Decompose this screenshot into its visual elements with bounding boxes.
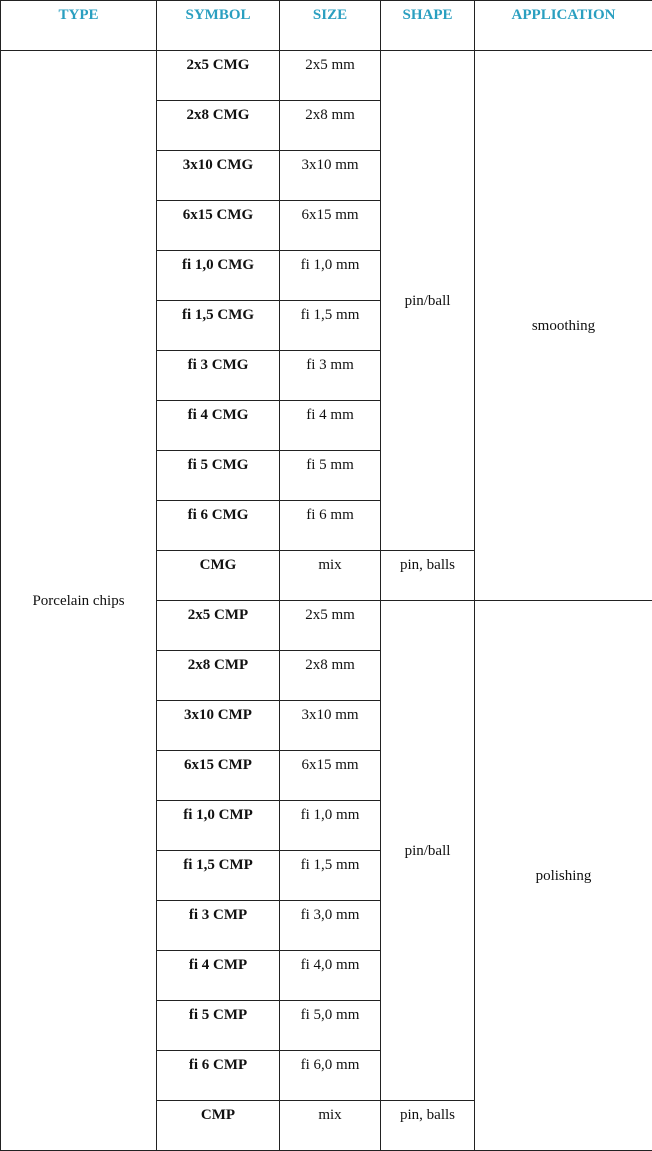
- symbol-cell: fi 3 CMG: [157, 351, 280, 401]
- size-cell: fi 5,0 mm: [280, 1001, 381, 1051]
- shape-mix-cell: pin, balls: [381, 551, 475, 601]
- symbol-cell: fi 6 CMP: [157, 1051, 280, 1101]
- size-cell: 3x10 mm: [280, 701, 381, 751]
- size-cell: fi 6,0 mm: [280, 1051, 381, 1101]
- symbol-cell: CMP: [157, 1101, 280, 1151]
- header-row: [1, 1, 652, 51]
- symbol-cell: 2x8 CMG: [157, 101, 280, 151]
- application-cell: polishing: [475, 601, 652, 1151]
- shape-cell: pin/ball: [381, 51, 475, 551]
- symbol-cell: fi 3 CMP: [157, 901, 280, 951]
- header-type: TYPE: [1, 1, 157, 51]
- symbol-cell: 6x15 CMP: [157, 751, 280, 801]
- size-cell: fi 1,0 mm: [280, 801, 381, 851]
- symbol-cell: 3x10 CMG: [157, 151, 280, 201]
- size-cell: fi 3 mm: [280, 351, 381, 401]
- table-body: [1, 51, 652, 1151]
- size-cell: fi 4,0 mm: [280, 951, 381, 1001]
- symbol-cell: 2x8 CMP: [157, 651, 280, 701]
- shape-cell: pin/ball: [381, 601, 475, 1101]
- size-cell: 2x5 mm: [280, 51, 381, 101]
- application-cell: smoothing: [475, 51, 652, 601]
- header-size: SIZE: [280, 1, 381, 51]
- symbol-cell: fi 4 CMG: [157, 401, 280, 451]
- symbol-cell: fi 5 CMG: [157, 451, 280, 501]
- size-cell: 2x8 mm: [280, 101, 381, 151]
- symbol-cell: 2x5 CMP: [157, 601, 280, 651]
- size-cell: 2x8 mm: [280, 651, 381, 701]
- symbol-cell: fi 1,0 CMG: [157, 251, 280, 301]
- header-shape: SHAPE: [381, 1, 475, 51]
- symbol-cell: CMG: [157, 551, 280, 601]
- size-cell: mix: [280, 551, 381, 601]
- size-cell: fi 5 mm: [280, 451, 381, 501]
- size-cell: fi 4 mm: [280, 401, 381, 451]
- symbol-cell: fi 1,0 CMP: [157, 801, 280, 851]
- type-cell: Porcelain chips: [1, 51, 157, 1151]
- size-cell: 6x15 mm: [280, 751, 381, 801]
- symbol-cell: 2x5 CMG: [157, 51, 280, 101]
- size-cell: mix: [280, 1101, 381, 1151]
- size-cell: 3x10 mm: [280, 151, 381, 201]
- symbol-cell: fi 1,5 CMP: [157, 851, 280, 901]
- symbol-cell: fi 4 CMP: [157, 951, 280, 1001]
- size-cell: fi 6 mm: [280, 501, 381, 551]
- symbol-cell: fi 5 CMP: [157, 1001, 280, 1051]
- size-cell: 6x15 mm: [280, 201, 381, 251]
- size-cell: fi 1,0 mm: [280, 251, 381, 301]
- size-cell: fi 1,5 mm: [280, 851, 381, 901]
- table-row: [1, 51, 652, 101]
- header-application: APPLICATION: [475, 1, 652, 51]
- symbol-cell: 6x15 CMG: [157, 201, 280, 251]
- header-symbol: SYMBOL: [157, 1, 280, 51]
- symbol-cell: fi 6 CMG: [157, 501, 280, 551]
- size-cell: fi 3,0 mm: [280, 901, 381, 951]
- shape-mix-cell: pin, balls: [381, 1101, 475, 1151]
- symbol-cell: fi 1,5 CMG: [157, 301, 280, 351]
- symbol-cell: 3x10 CMP: [157, 701, 280, 751]
- size-cell: 2x5 mm: [280, 601, 381, 651]
- size-cell: fi 1,5 mm: [280, 301, 381, 351]
